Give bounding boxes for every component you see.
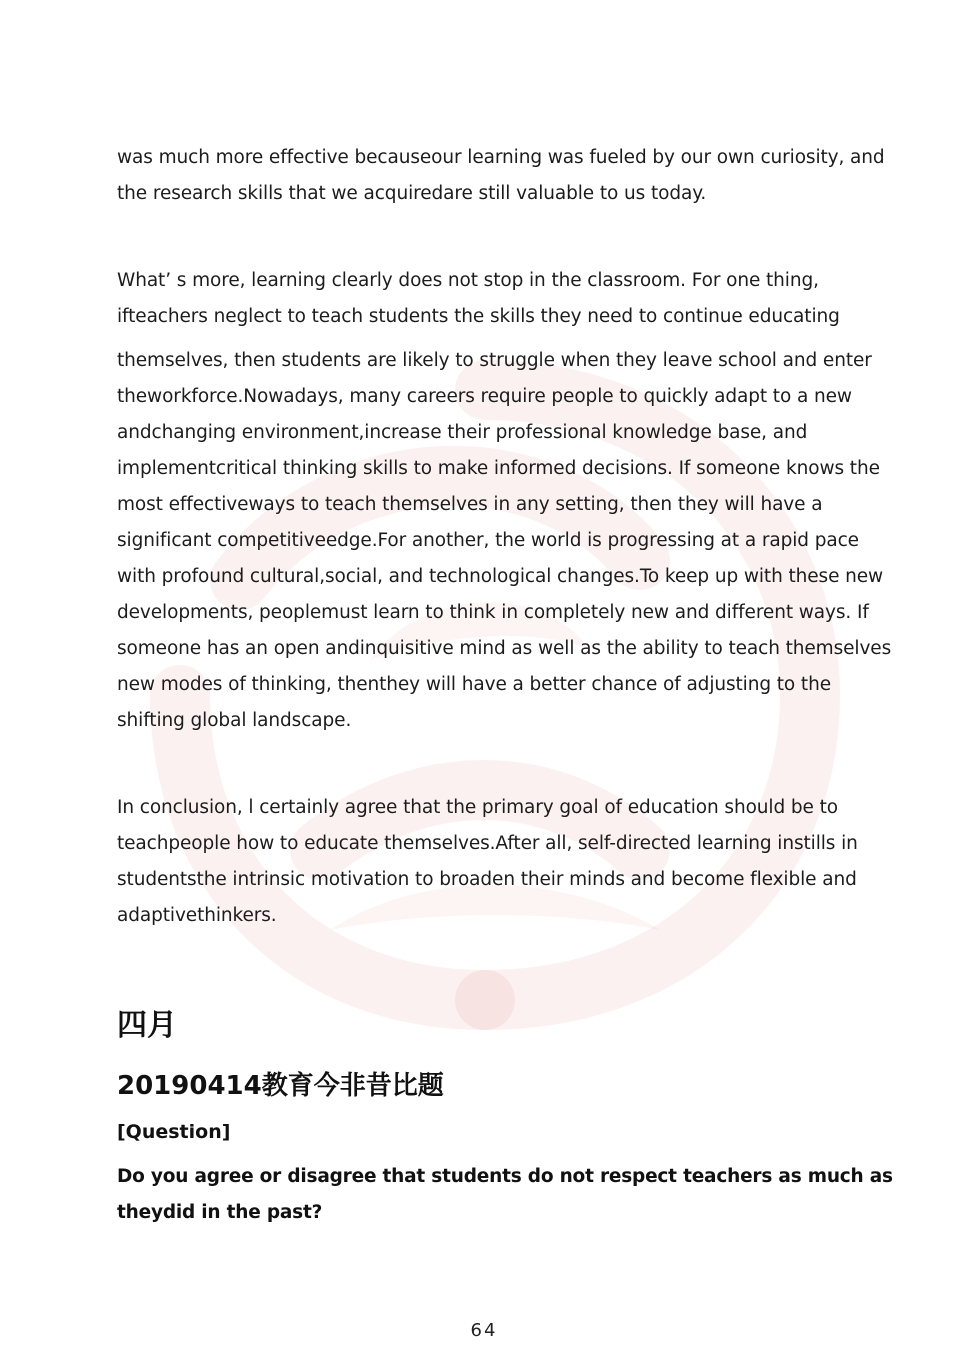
paragraph-line: studentsthe intrinsic motivation to broaden their minds and become flexible and: [117, 869, 857, 890]
question-text-line: theydid in the past?: [117, 1202, 323, 1223]
paragraph-line: was much more effective becauseour learning was fueled by our own curiosity, and: [117, 147, 885, 168]
paragraph-line: the research skills that we acquiredare still valuable to us today.: [117, 183, 707, 204]
paragraph-line: teachpeople how to educate themselves.After all, self-directed learning instills in: [117, 833, 858, 854]
paragraph-line: with profound cultural,social, and technological changes.To keep up with these new: [117, 566, 884, 587]
paragraph-line: someone has an open andinquisitive mind as well as the ability to teach themselves: [117, 638, 892, 659]
paragraph-line: In conclusion, l certainly agree that the primary goal of education should be to: [117, 797, 838, 818]
paragraph-line: implementcritical thinking skills to make informed decisions. If someone knows the: [117, 458, 880, 479]
paragraph-line: andchanging environment,increase their professional knowledge base, and: [117, 422, 808, 443]
question-label: [Question]: [117, 1121, 231, 1143]
paragraph-line: significant competitiveedge.For another, the world is progressing at a rapid pace: [117, 530, 859, 551]
paragraph-line: developments, peoplemust learn to think in completely new and different ways. If: [117, 602, 869, 623]
paragraph-line: themselves, then students are likely to struggle when they leave school and enter: [117, 350, 872, 371]
paragraph-line: shifting global landscape.: [117, 710, 352, 731]
question-text-line: Do you agree or disagree that students do not respect teachers as much as: [117, 1166, 893, 1187]
paragraph-line: theworkforce.Nowadays, many careers require people to quickly adapt to a new: [117, 386, 852, 407]
paragraph-line: adaptivethinkers.: [117, 905, 277, 926]
paragraph-line: new modes of thinking, thenthey will have a better chance of adjusting to the: [117, 674, 831, 695]
paragraph-line: What’ s more, learning clearly does not stop in the classroom. For one thing,: [117, 270, 819, 291]
section-title: 20190414教育今非昔比题: [117, 1071, 444, 1101]
month-heading: 四月: [117, 1008, 177, 1043]
page-number: 64: [470, 1320, 498, 1341]
paragraph-line: ifteachers neglect to teach students the skills they need to continue educating: [117, 306, 840, 327]
paragraph-line: most effectiveways to teach themselves in any setting, then they will have a: [117, 494, 823, 515]
